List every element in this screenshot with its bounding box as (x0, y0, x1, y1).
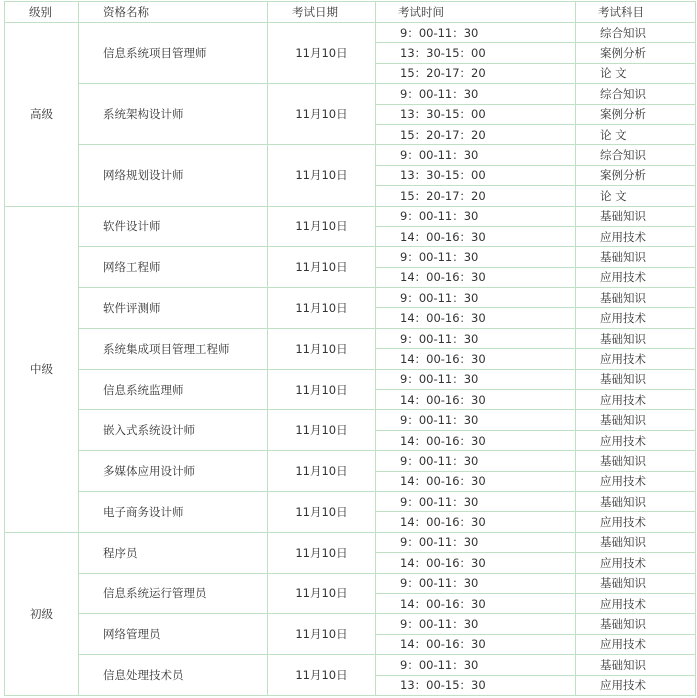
exam-subject-cell: 应用技术 (576, 593, 696, 613)
exam-time-cell: 13：00-15：30 (376, 675, 576, 695)
exam-subject-cell: 基础知识 (576, 491, 696, 511)
exam-subject-cell: 论 文 (576, 124, 696, 144)
exam-name-cell: 网络管理员 (79, 614, 268, 655)
exam-subject-cell: 应用技术 (576, 308, 696, 328)
exam-subject-cell: 应用技术 (576, 634, 696, 654)
exam-name-cell: 信息处理技术员 (79, 655, 268, 696)
table-row (5, 451, 696, 471)
exam-date-cell: 11月10日 (268, 451, 376, 492)
exam-time-cell: 13：30-15：00 (376, 165, 576, 185)
exam-date-cell: 11月10日 (268, 655, 376, 696)
exam-name-cell: 系统架构设计师 (79, 84, 268, 145)
table-row (5, 206, 696, 226)
exam-time-cell: 9：00-11：30 (376, 84, 576, 104)
exam-subject-cell: 案例分析 (576, 165, 696, 185)
exam-time-cell: 9：00-11：30 (376, 614, 576, 634)
exam-name-cell: 网络规划设计师 (79, 145, 268, 206)
exam-time-cell: 14：00-16：30 (376, 634, 576, 654)
exam-subject-cell: 案例分析 (576, 104, 696, 124)
table-row (5, 288, 696, 308)
exam-subject-cell: 应用技术 (576, 349, 696, 369)
table-row (5, 410, 696, 430)
exam-time-cell: 14：00-16：30 (376, 267, 576, 287)
exam-time-cell: 9：00-11：30 (376, 206, 576, 226)
exam-name-cell: 多媒体应用设计师 (79, 451, 268, 492)
exam-date-cell: 11月10日 (268, 288, 376, 329)
exam-name-cell: 信息系统运行管理员 (79, 573, 268, 614)
exam-name-cell: 系统集成项目管理工程师 (79, 328, 268, 369)
table-row (5, 573, 696, 593)
exam-subject-cell: 论 文 (576, 63, 696, 83)
exam-date-cell: 11月10日 (268, 491, 376, 532)
exam-subject-cell: 基础知识 (576, 328, 696, 348)
exam-schedule-table (4, 1, 696, 696)
exam-subject-cell: 案例分析 (576, 43, 696, 63)
exam-subject-cell: 基础知识 (576, 614, 696, 634)
exam-date-cell: 11月10日 (268, 23, 376, 84)
exam-time-cell: 15：20-17：20 (376, 63, 576, 83)
level-cell: 高级 (5, 23, 79, 207)
exam-name-cell: 嵌入式系统设计师 (79, 410, 268, 451)
exam-date-cell: 11月10日 (268, 206, 376, 247)
exam-time-cell: 13：30-15：00 (376, 43, 576, 63)
exam-time-cell: 15：20-17：20 (376, 124, 576, 144)
header-time: 考试时间 (376, 2, 576, 23)
exam-time-cell: 14：00-16：30 (376, 471, 576, 491)
exam-time-cell: 9：00-11：30 (376, 573, 576, 593)
exam-name-cell: 程序员 (79, 532, 268, 573)
exam-subject-cell: 综合知识 (576, 145, 696, 165)
table-row (5, 328, 696, 348)
exam-subject-cell: 应用技术 (576, 471, 696, 491)
table-header-row (5, 2, 696, 23)
exam-date-cell: 11月10日 (268, 573, 376, 614)
exam-time-cell: 14：00-16：30 (376, 390, 576, 410)
exam-time-cell: 13：30-15：00 (376, 104, 576, 124)
table-row (5, 23, 696, 43)
exam-subject-cell: 基础知识 (576, 532, 696, 552)
exam-subject-cell: 应用技术 (576, 675, 696, 695)
exam-subject-cell: 应用技术 (576, 430, 696, 450)
exam-subject-cell: 基础知识 (576, 573, 696, 593)
exam-date-cell: 11月10日 (268, 410, 376, 451)
exam-time-cell: 14：00-16：30 (376, 512, 576, 532)
exam-date-cell: 11月10日 (268, 614, 376, 655)
exam-time-cell: 15：20-17：20 (376, 186, 576, 206)
exam-date-cell: 11月10日 (268, 532, 376, 573)
exam-subject-cell: 应用技术 (576, 553, 696, 573)
exam-time-cell: 9：00-11：30 (376, 655, 576, 675)
table-row (5, 614, 696, 634)
header-name: 资格名称 (79, 2, 268, 23)
exam-subject-cell: 基础知识 (576, 655, 696, 675)
exam-time-cell: 14：00-16：30 (376, 226, 576, 246)
exam-subject-cell: 基础知识 (576, 410, 696, 430)
table-row (5, 369, 696, 389)
exam-time-cell: 9：00-11：30 (376, 247, 576, 267)
exam-time-cell: 14：00-16：30 (376, 593, 576, 613)
exam-subject-cell: 应用技术 (576, 267, 696, 287)
table-row (5, 491, 696, 511)
exam-name-cell: 软件设计师 (79, 206, 268, 247)
table-row (5, 532, 696, 552)
exam-name-cell: 信息系统监理师 (79, 369, 268, 410)
exam-subject-cell: 基础知识 (576, 247, 696, 267)
exam-time-cell: 9：00-11：30 (376, 451, 576, 471)
header-subject: 考试科目 (576, 2, 696, 23)
exam-name-cell: 电子商务设计师 (79, 491, 268, 532)
exam-time-cell: 9：00-11：30 (376, 369, 576, 389)
exam-time-cell: 9：00-11：30 (376, 410, 576, 430)
exam-name-cell: 信息系统项目管理师 (79, 23, 268, 84)
table-row (5, 84, 696, 104)
header-date: 考试日期 (268, 2, 376, 23)
exam-name-cell: 软件评测师 (79, 288, 268, 329)
exam-subject-cell: 基础知识 (576, 288, 696, 308)
exam-subject-cell: 应用技术 (576, 390, 696, 410)
exam-date-cell: 11月10日 (268, 328, 376, 369)
exam-date-cell: 11月10日 (268, 145, 376, 206)
header-level: 级别 (5, 2, 79, 23)
exam-subject-cell: 综合知识 (576, 23, 696, 43)
exam-time-cell: 9：00-11：30 (376, 23, 576, 43)
table-row (5, 655, 696, 675)
exam-subject-cell: 论 文 (576, 186, 696, 206)
exam-time-cell: 14：00-16：30 (376, 430, 576, 450)
exam-time-cell: 9：00-11：30 (376, 532, 576, 552)
exam-time-cell: 9：00-11：30 (376, 328, 576, 348)
exam-time-cell: 14：00-16：30 (376, 553, 576, 573)
exam-subject-cell: 基础知识 (576, 451, 696, 471)
table-row (5, 145, 696, 165)
level-cell: 初级 (5, 532, 79, 695)
exam-subject-cell: 应用技术 (576, 512, 696, 532)
exam-date-cell: 11月10日 (268, 369, 376, 410)
exam-subject-cell: 综合知识 (576, 84, 696, 104)
exam-time-cell: 14：00-16：30 (376, 349, 576, 369)
level-cell: 中级 (5, 206, 79, 532)
table-row (5, 247, 696, 267)
exam-subject-cell: 基础知识 (576, 369, 696, 389)
exam-time-cell: 9：00-11：30 (376, 145, 576, 165)
exam-date-cell: 11月10日 (268, 84, 376, 145)
exam-date-cell: 11月10日 (268, 247, 376, 288)
table-body (5, 23, 696, 696)
exam-subject-cell: 基础知识 (576, 206, 696, 226)
exam-time-cell: 9：00-11：30 (376, 491, 576, 511)
exam-subject-cell: 应用技术 (576, 226, 696, 246)
exam-time-cell: 9：00-11：30 (376, 288, 576, 308)
exam-name-cell: 网络工程师 (79, 247, 268, 288)
exam-time-cell: 14：00-16：30 (376, 308, 576, 328)
